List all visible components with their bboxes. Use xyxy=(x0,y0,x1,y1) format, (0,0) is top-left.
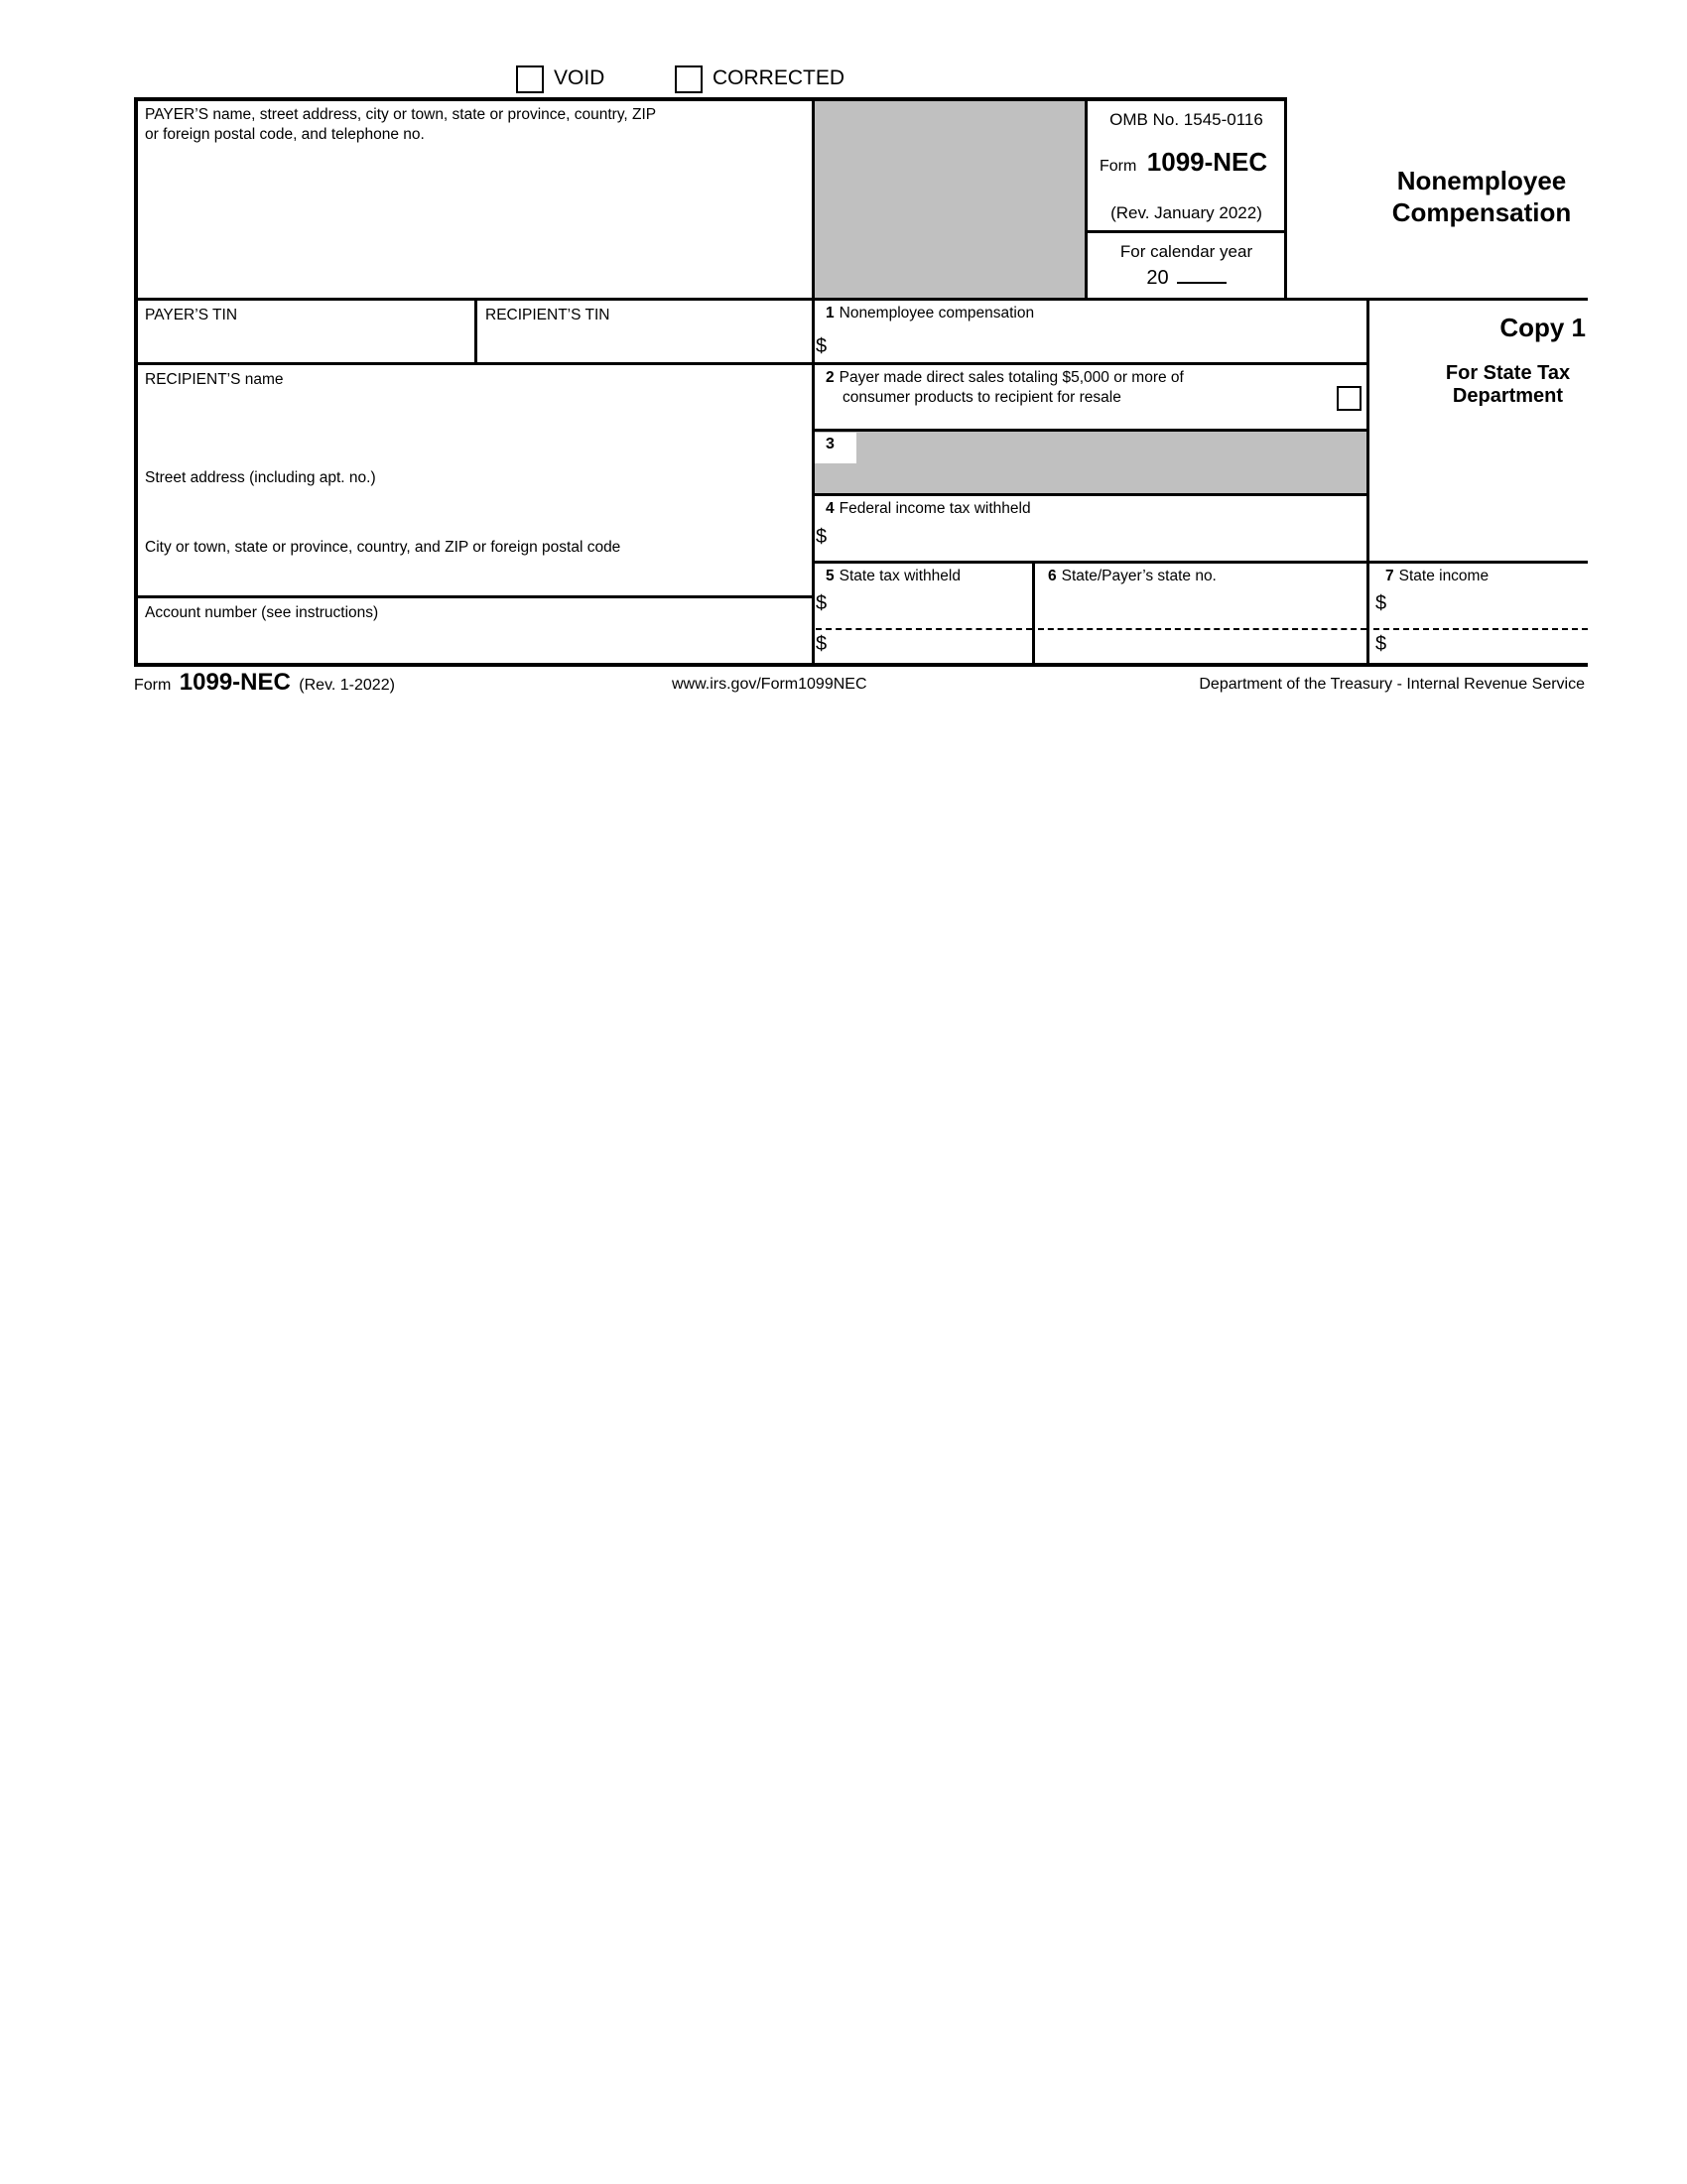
border-top xyxy=(134,97,1287,101)
box7-currency-top: $ xyxy=(1375,592,1387,614)
box7-label-text: State income xyxy=(1398,568,1490,584)
account-number-label: Account number (see instructions) xyxy=(145,604,379,621)
calendar-year-line xyxy=(1089,262,1284,290)
calendar-year-label: For calendar year xyxy=(1119,242,1253,261)
divider-account xyxy=(134,595,815,598)
border-top-right xyxy=(1284,97,1287,301)
divider-calendar-year xyxy=(1088,230,1284,233)
box7-label xyxy=(1385,567,1489,586)
copy-recipient-line1: For State Tax xyxy=(1445,362,1571,384)
border-left xyxy=(134,97,138,666)
calendar-year-input[interactable] xyxy=(1177,262,1227,284)
box2-label-line1 xyxy=(826,368,1184,388)
dashed-line-box6 xyxy=(1038,628,1366,630)
divider-row2 xyxy=(812,429,1369,432)
divider-box5-box6 xyxy=(1032,561,1035,666)
payer-info-label-line2: or foreign postal code, and telephone no. xyxy=(145,126,425,143)
copy-recipient-line2: Department xyxy=(1452,385,1564,407)
payer-tin-input[interactable] xyxy=(145,327,467,359)
payer-info-input[interactable] xyxy=(145,149,800,293)
recipient-name-input[interactable] xyxy=(145,395,800,464)
footer-revision: (Rev. 1-2022) xyxy=(299,677,395,694)
box1-label xyxy=(826,304,1034,323)
box2-label-line2: consumer products to recipient for resale xyxy=(843,389,1121,406)
footer-website-link[interactable]: www.irs.gov/Form1099NEC xyxy=(672,676,867,693)
box5-number: 5 xyxy=(826,568,835,584)
form-number: 1099-NEC xyxy=(1146,147,1268,177)
box1-number: 1 xyxy=(826,305,835,321)
box1-label-text: Nonemployee compensation xyxy=(839,305,1035,321)
box5-amount-top-input[interactable] xyxy=(839,591,1027,625)
form-title-line2: Compensation xyxy=(1391,197,1572,227)
box1-currency: $ xyxy=(816,335,828,357)
box2-label-text1: Payer made direct sales totaling $5,000 or more of xyxy=(839,369,1184,386)
void-label: VOID xyxy=(554,66,605,89)
box6-state-no-bottom-input[interactable] xyxy=(1040,632,1363,660)
corrected-checkbox[interactable] xyxy=(675,65,703,93)
divider-row3 xyxy=(812,493,1369,496)
divider-gray-omb xyxy=(1085,97,1088,301)
box5-currency-top: $ xyxy=(816,592,828,614)
recipient-tin-label: RECIPIENT’S TIN xyxy=(485,307,610,323)
form-number-line xyxy=(1100,147,1284,178)
footer-department: Department of the Treasury - Internal Revenue Service xyxy=(1199,676,1585,693)
box5-label xyxy=(826,567,961,586)
footer-form-word: Form xyxy=(134,677,172,694)
box3-number: 3 xyxy=(826,436,835,452)
box1-amount-input[interactable] xyxy=(839,333,1360,360)
box7-amount-bottom-input[interactable] xyxy=(1399,632,1588,660)
city-input[interactable] xyxy=(145,562,800,591)
street-address-label: Street address (including apt. no.) xyxy=(145,469,376,486)
divider-row4 xyxy=(812,561,1588,564)
divider-tin xyxy=(474,298,477,365)
box7-currency-bottom: $ xyxy=(1375,633,1387,655)
box3-number-tile xyxy=(815,433,856,463)
dashed-line-box7 xyxy=(1373,628,1588,630)
box4-number: 4 xyxy=(826,500,835,517)
copy-recipient-block xyxy=(1427,362,1589,408)
street-address-input[interactable] xyxy=(145,492,800,534)
void-checkbox[interactable] xyxy=(516,65,544,93)
recipient-tin-input[interactable] xyxy=(485,327,803,359)
box5-amount-bottom-input[interactable] xyxy=(839,632,1027,660)
box2-number: 2 xyxy=(826,369,835,386)
box6-label xyxy=(1048,567,1217,586)
divider-row1 xyxy=(134,362,1369,365)
calendar-year-prefix: 20 xyxy=(1146,267,1169,289)
dashed-line-box5 xyxy=(816,628,1032,630)
shaded-cell-top xyxy=(814,99,1087,298)
box2-resale-checkbox[interactable] xyxy=(1337,386,1362,411)
box5-currency-bottom: $ xyxy=(816,633,828,655)
box7-number: 7 xyxy=(1385,568,1394,584)
footer-form-id xyxy=(134,669,395,697)
divider-mid-column xyxy=(812,97,815,666)
copy-label: Copy 1 xyxy=(1499,313,1586,342)
omb-number: OMB No. 1545-0116 xyxy=(1109,110,1263,129)
form-title xyxy=(1367,165,1596,228)
payer-info-label-line1: PAYER’S name, street address, city or town, state or province, country, ZIP xyxy=(145,106,657,123)
box4-currency: $ xyxy=(816,526,828,548)
city-label: City or town, state or province, country, and ZIP or foreign postal code xyxy=(145,539,621,556)
box6-label-text: State/Payer’s state no. xyxy=(1061,568,1217,584)
divider-section1 xyxy=(134,298,1588,301)
box3-shaded-cell xyxy=(814,432,1368,493)
box4-amount-input[interactable] xyxy=(839,526,1360,556)
box7-amount-top-input[interactable] xyxy=(1399,591,1588,625)
box4-label-text: Federal income tax withheld xyxy=(839,500,1031,517)
box6-state-no-top-input[interactable] xyxy=(1040,591,1363,625)
form-title-line1: Nonemployee xyxy=(1396,166,1567,195)
border-bottom xyxy=(134,663,1588,667)
form-revision: (Rev. January 2022) xyxy=(1110,203,1262,222)
footer-form-number: 1099-NEC xyxy=(179,669,291,696)
box5-label-text: State tax withheld xyxy=(839,568,961,584)
box4-label xyxy=(826,499,1031,519)
account-number-input[interactable] xyxy=(145,627,800,659)
payer-tin-label: PAYER’S TIN xyxy=(145,307,238,323)
border-boxes-right xyxy=(1366,298,1369,666)
form-word: Form xyxy=(1100,158,1137,175)
box6-number: 6 xyxy=(1048,568,1057,584)
recipient-name-label: RECIPIENT’S name xyxy=(145,371,284,388)
corrected-label: CORRECTED xyxy=(713,66,845,89)
